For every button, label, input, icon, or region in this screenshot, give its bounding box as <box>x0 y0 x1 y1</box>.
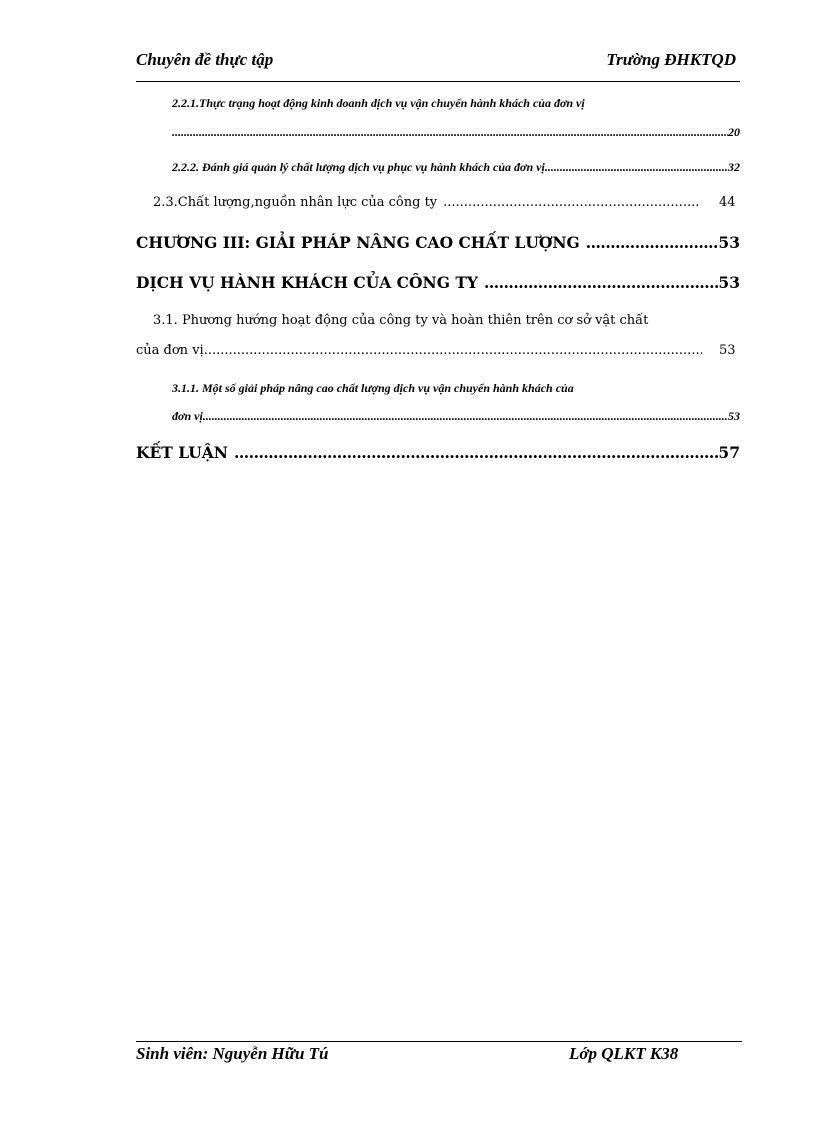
toc-page-number: 32 <box>728 160 740 174</box>
toc-entry-3-1-1-line2[interactable] <box>172 409 740 424</box>
toc-conclusion[interactable] <box>136 443 740 462</box>
dot-leader <box>443 195 700 210</box>
toc-chapter-3-line2[interactable] <box>136 273 740 292</box>
toc-page-number: 53 <box>719 343 736 358</box>
dot-leader <box>484 273 718 292</box>
dot-leader <box>234 443 718 462</box>
toc-entry-title: của đơn vị <box>136 343 204 358</box>
header-title: Chuyên đề thực tập <box>136 50 274 69</box>
toc-entry-3-1-1-line1[interactable] <box>172 381 740 396</box>
toc-page-number: 57 <box>718 443 740 462</box>
header-divider <box>136 81 740 82</box>
toc-chapter-title: KẾT LUẬN <box>136 443 228 462</box>
toc-page-number: 53 <box>718 233 740 252</box>
toc-page-number: 53 <box>728 409 740 423</box>
header-school: Trường ĐHKTQD <box>606 50 736 69</box>
dot-leader <box>172 125 728 140</box>
dot-leader <box>545 160 728 175</box>
toc-chapter-title: DỊCH VỤ HÀNH KHÁCH CỦA CÔNG TY <box>136 273 478 292</box>
toc-entry-title: đơn vị <box>172 409 203 423</box>
dot-leader <box>586 233 719 252</box>
toc-page-number: 44 <box>719 195 736 210</box>
footer-divider <box>136 1041 742 1042</box>
toc-entry-3-1-line2[interactable] <box>136 343 702 358</box>
toc-entry-2-2-1-line1[interactable] <box>172 96 740 111</box>
footer-student: Sinh viên: Nguyễn Hữu Tú <box>136 1044 329 1063</box>
toc-entry-2-2-1-line2[interactable] <box>172 125 740 140</box>
toc-chapter-3-line1[interactable] <box>136 233 740 252</box>
toc-entry-2-2-2[interactable] <box>172 160 740 175</box>
toc-entry-title: 3.1. Phương hướng hoạt động của công ty và hoàn thiên trên cơ sở vật chất <box>153 313 649 328</box>
toc-entry-title: 2.2.1.Thực trạng hoạt động kinh doanh dịch vụ vận chuyển hành khách của đơn vị <box>172 96 585 110</box>
toc-page-number: 20 <box>728 125 740 139</box>
toc-entry-3-1-page <box>719 343 736 358</box>
dot-leader <box>203 409 728 424</box>
toc-entry-title: 2.2.2. Đánh giá quản lý chất lượng dịch vụ phục vụ hành khách của đơn vị <box>172 160 545 174</box>
toc-entry-3-1-line1[interactable] <box>153 313 740 328</box>
toc-chapter-title: CHƯƠNG III: GIẢI PHÁP NÂNG CAO CHẤT LƯỢNG <box>136 233 580 252</box>
toc-entry-2-3[interactable] <box>153 195 700 210</box>
footer-class: Lớp QLKT K38 <box>569 1044 679 1063</box>
toc-entry-title: 3.1.1. Một số giải pháp nâng cao chất lượng dịch vụ vận chuyển hành khách của <box>172 381 574 395</box>
dot-leader <box>204 343 702 358</box>
toc-page-number: 53 <box>718 273 740 292</box>
toc-entry-2-3-page <box>719 195 736 210</box>
toc-entry-title: 2.3.Chất lượng,nguồn nhân lực của công ty <box>153 195 438 210</box>
